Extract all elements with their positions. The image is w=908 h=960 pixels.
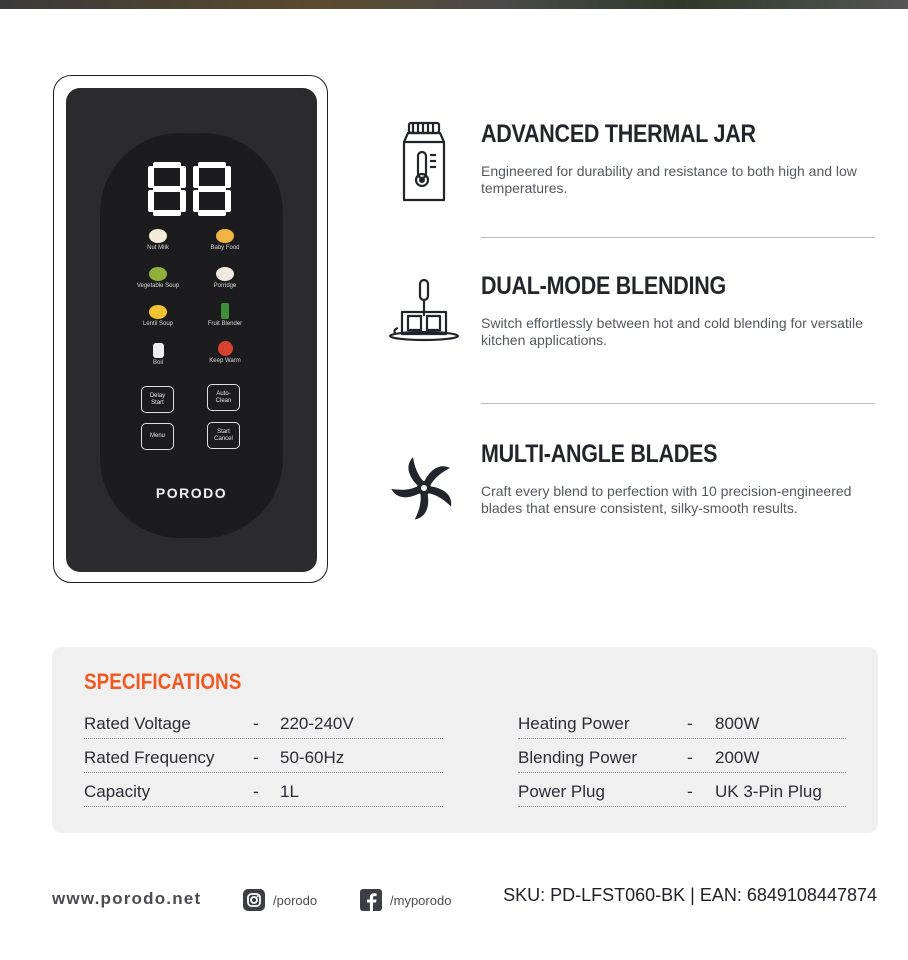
spec-separator: -: [253, 782, 259, 801]
spec-value: 50-60Hz: [280, 748, 345, 767]
feature-multi-angle-blades: [388, 440, 888, 530]
spec-row: [518, 705, 846, 739]
spec-separator: -: [687, 714, 693, 733]
instagram-icon: [243, 889, 265, 911]
product-body: [66, 88, 317, 572]
spec-row: [84, 739, 443, 773]
fruit-blender-icon: [221, 303, 229, 319]
top-photo-strip: [0, 0, 908, 9]
blender-mode-icon: [388, 272, 460, 356]
function-label: Fruit Blender: [207, 321, 243, 327]
thermal-jar-icon: [388, 120, 460, 204]
spec-separator: -: [253, 748, 259, 767]
function-porridge[interactable]: [185, 267, 265, 289]
keep-warm-icon: [218, 341, 233, 356]
function-label: Lentil Soup: [142, 321, 174, 327]
website-link[interactable]: www.porodo.net: [52, 889, 202, 908]
function-label: Porridge: [213, 283, 237, 289]
porridge-bowl-icon: [216, 267, 234, 281]
facebook-handle: /myporodo: [390, 892, 452, 908]
vegetable-soup-bowl-icon: [149, 267, 167, 281]
spec-label: Heating Power: [518, 714, 630, 733]
spec-value: 800W: [715, 714, 760, 733]
boil-kettle-icon: [153, 343, 164, 358]
product-brand-logo: PORODO: [155, 485, 228, 501]
delay-start-button[interactable]: Delay Start: [141, 386, 174, 413]
spec-row: [518, 773, 846, 807]
spec-separator: -: [253, 714, 259, 733]
facebook-link[interactable]: [360, 887, 451, 913]
spec-row: [84, 705, 443, 739]
product-image-frame: [53, 75, 328, 583]
specifications-title: SPECIFICATIONS: [84, 669, 242, 694]
specifications-panel: [52, 647, 878, 833]
feature-divider: [481, 403, 875, 404]
display-digit-icon: [148, 161, 186, 217]
function-label: Baby Food: [210, 245, 240, 251]
feature-divider: [481, 237, 875, 238]
blades-icon: [388, 440, 460, 524]
spec-label: Rated Frequency: [84, 748, 215, 767]
spec-label: Rated Voltage: [84, 714, 191, 733]
spec-label: Power Plug: [518, 782, 605, 801]
spec-separator: -: [687, 748, 693, 767]
function-fruit-blender[interactable]: [185, 303, 265, 327]
feature-thermal-jar: [388, 120, 888, 210]
instagram-handle: /porodo: [273, 892, 318, 908]
feature-title: DUAL-MODE BLENDING: [481, 272, 726, 300]
spec-value: 200W: [715, 748, 760, 767]
display-digit-icon: [193, 161, 231, 217]
auto-clean-button[interactable]: Auto- Clean: [207, 384, 240, 411]
start-cancel-button[interactable]: Start Cancel: [207, 422, 240, 449]
function-label: Keep Warm: [209, 358, 241, 364]
baby-food-bowl-icon: [216, 229, 234, 243]
spec-row: [84, 773, 443, 807]
function-keep-warm[interactable]: [185, 341, 265, 364]
instagram-link[interactable]: [243, 887, 317, 913]
spec-value: UK 3-Pin Plug: [715, 782, 822, 801]
function-label: Boil: [152, 360, 163, 366]
feature-title: MULTI-ANGLE BLADES: [481, 440, 718, 468]
control-panel: [100, 133, 283, 538]
lentil-soup-bowl-icon: [149, 305, 167, 319]
function-label: Vegetable Soup: [136, 283, 180, 289]
spec-value: 1L: [280, 782, 299, 801]
menu-button[interactable]: Menu: [141, 423, 174, 450]
nut-milk-bowl-icon: [149, 229, 167, 243]
function-baby-food[interactable]: [185, 229, 265, 251]
spec-separator: -: [687, 782, 693, 801]
sku-ean-text: SKU: PD-LFST060-BK | EAN: 6849108447874: [503, 885, 877, 905]
spec-label: Capacity: [84, 782, 151, 801]
feature-description: Craft every blend to perfection with 10 precision-engineered blades that ensure consistent, silky-smooth results.: [481, 483, 852, 516]
feature-description: Engineered for durability and resistance to both high and low temperatures.: [481, 163, 857, 196]
spec-value: 220-240V: [280, 714, 354, 733]
spec-label: Blending Power: [518, 748, 638, 767]
feature-dual-mode-blending: [388, 272, 888, 362]
feature-description: Switch effortlessly between hot and cold blending for versatile kitchen applications.: [481, 315, 863, 348]
spec-row: [518, 739, 846, 773]
function-label: Nut Milk: [147, 245, 169, 251]
facebook-icon: [360, 889, 382, 911]
feature-title: ADVANCED THERMAL JAR: [481, 120, 756, 148]
